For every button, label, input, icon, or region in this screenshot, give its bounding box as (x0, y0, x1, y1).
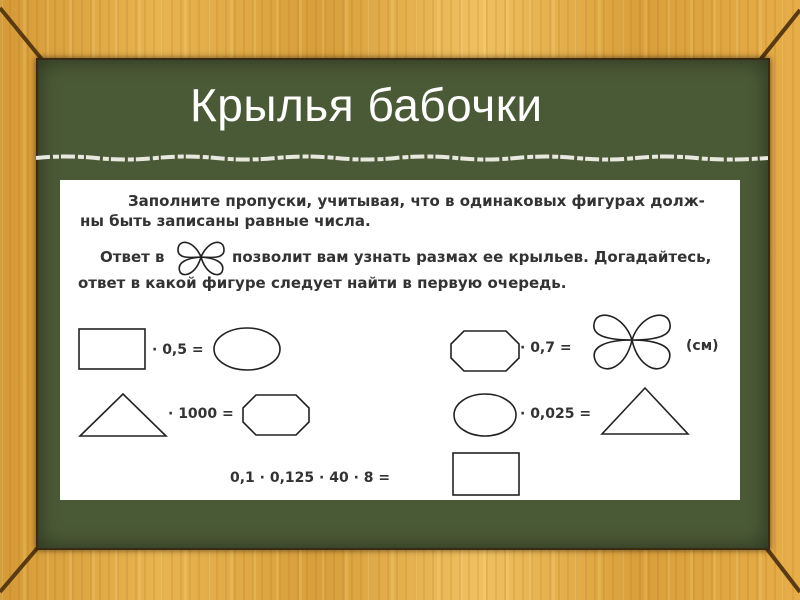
rectangle-shape (452, 452, 520, 496)
equation-octagon: · 0,7 = (520, 340, 572, 356)
answer-prefix: Ответ в (100, 248, 165, 266)
chalk-divider (36, 154, 768, 162)
octagon-shape (242, 394, 310, 436)
butterfly-small-icon (172, 236, 230, 278)
equation-product: 0,1 · 0,125 · 40 · 8 = (230, 470, 391, 486)
butterfly-shape (582, 304, 682, 376)
instruction-line-2: ны быть записаны равные числа. (80, 212, 371, 230)
worksheet-image (60, 180, 740, 500)
unit-label: (см) (686, 338, 719, 354)
rectangle-shape (78, 328, 146, 370)
octagon-shape (450, 330, 520, 372)
equation-triangle: · 1000 = (168, 406, 234, 422)
equation-ellipse: · 0,025 = (520, 406, 592, 422)
equation-rect: · 0,5 = (152, 342, 204, 358)
ellipse-shape (212, 326, 282, 372)
answer-line-2: ответ в какой фигуре следует найти в первую очередь. (78, 274, 567, 292)
triangle-shape (600, 386, 690, 436)
ellipse-shape (452, 392, 518, 438)
instruction-line-1: Заполните пропуски, учитывая, что в одинаковых фигурах долж- (128, 192, 705, 210)
answer-suffix: позволит вам узнать размах ее крыльев. Догадайтесь, (232, 248, 712, 266)
slide-title: Крылья бабочки (190, 79, 543, 131)
triangle-shape (78, 392, 168, 438)
